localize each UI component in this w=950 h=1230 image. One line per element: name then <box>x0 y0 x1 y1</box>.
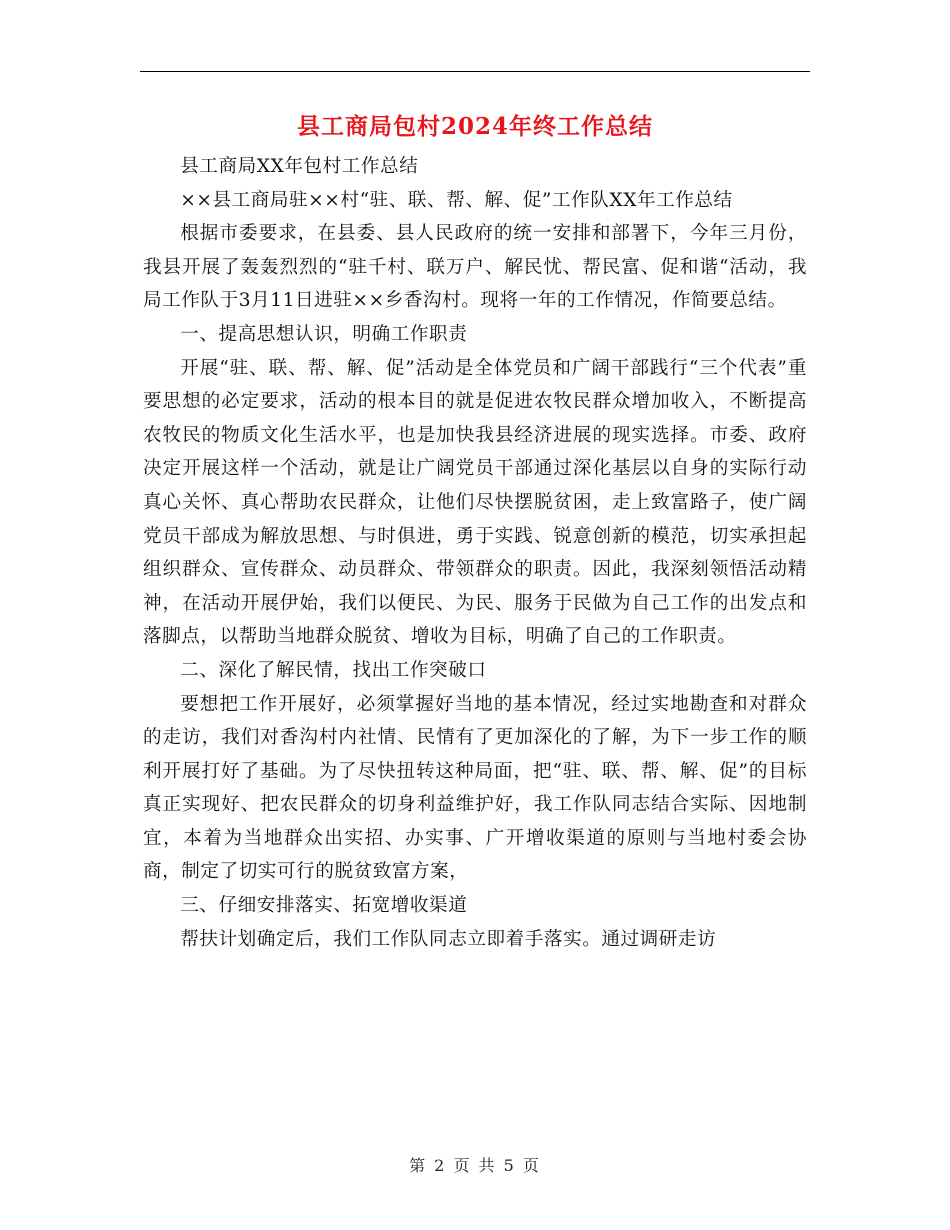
paragraph-team-title: ××县工商局驻××村“驻、联、帮、解、促”工作队XX年工作总结 <box>180 189 733 211</box>
paragraph-section-1: 开展“驻、联、帮、解、促”活动是全体党员和广阔干部践行“三个代表”重要思想的必定要求，活动的根本目的就是促进农牧民群众增加收入，不断提高农牧民的物质文化生活水平，也是加快我县经济进展的现实选择。市委、政府决定开展这样一个活动，就是让广阔党员干部通过深化基层以自身的实际行动真心关怀、真心帮助农民群众，让他们尽快摆脱贫困，走上致富路子，使广阔党员干部成为解放思想、与时俱进，勇于实践、锐意创新的模范，切实承担起组织群众、宣传群众、动员群众、带领群众的职责。因此，我深刻领悟活动精神，在活动开展伊始，我们以便民、为民、服务于民做为自己工作的出发点和落脚点，以帮助当地群众脱贫、增收为目标，明确了自己的工作职责。 <box>143 357 807 648</box>
section-heading-3: 三、仔细安排落实、拓宽增收渠道 <box>180 895 468 917</box>
section-heading-1: 一、提高思想认识，明确工作职责 <box>180 323 468 345</box>
paragraph-intro: 根据市委要求，在县委、县人民政府的统一安排和部署下，今年三月份，我县开展了轰轰烈烈的“驻千村、联万户、解民忧、帮民富、促和谐“活动，我局工作队于3月11日进驻××乡香沟村。现将一年的工作情况，作简要总结。 <box>143 223 807 312</box>
section-heading-2: 二、深化了解民情，找出工作突破口 <box>180 659 487 681</box>
document-body <box>143 150 807 956</box>
document-title: 县工商局包村2024年终工作总结 <box>296 113 653 140</box>
header-rule <box>140 71 810 72</box>
paragraph-section-3: 帮扶计划确定后，我们工作队同志立即着手落实。通过调研走访 <box>180 928 717 950</box>
paragraph-subtitle: 县工商局XX年包村工作总结 <box>180 156 419 177</box>
paragraph-section-2: 要想把工作开展好，必须掌握好当地的基本情况，经过实地勘查和对群众的走访，我们对香沟村内社情、民情有了更加深化的了解，为下一步工作的顺利开展打好了基础。为了尽快扭转这种局面，把“驻、联、帮、解、促”的目标真正实现好、把农民群众的切身利益维护好，我工作队同志结合实际、因地制宜，本着为当地群众出实招、办实事、广开增收渠道的原则与当地村委会协商，制定了切实可行的脱贫致富方案， <box>143 693 807 883</box>
page-footer: 第 2 页 共 5 页 <box>409 1156 541 1175</box>
